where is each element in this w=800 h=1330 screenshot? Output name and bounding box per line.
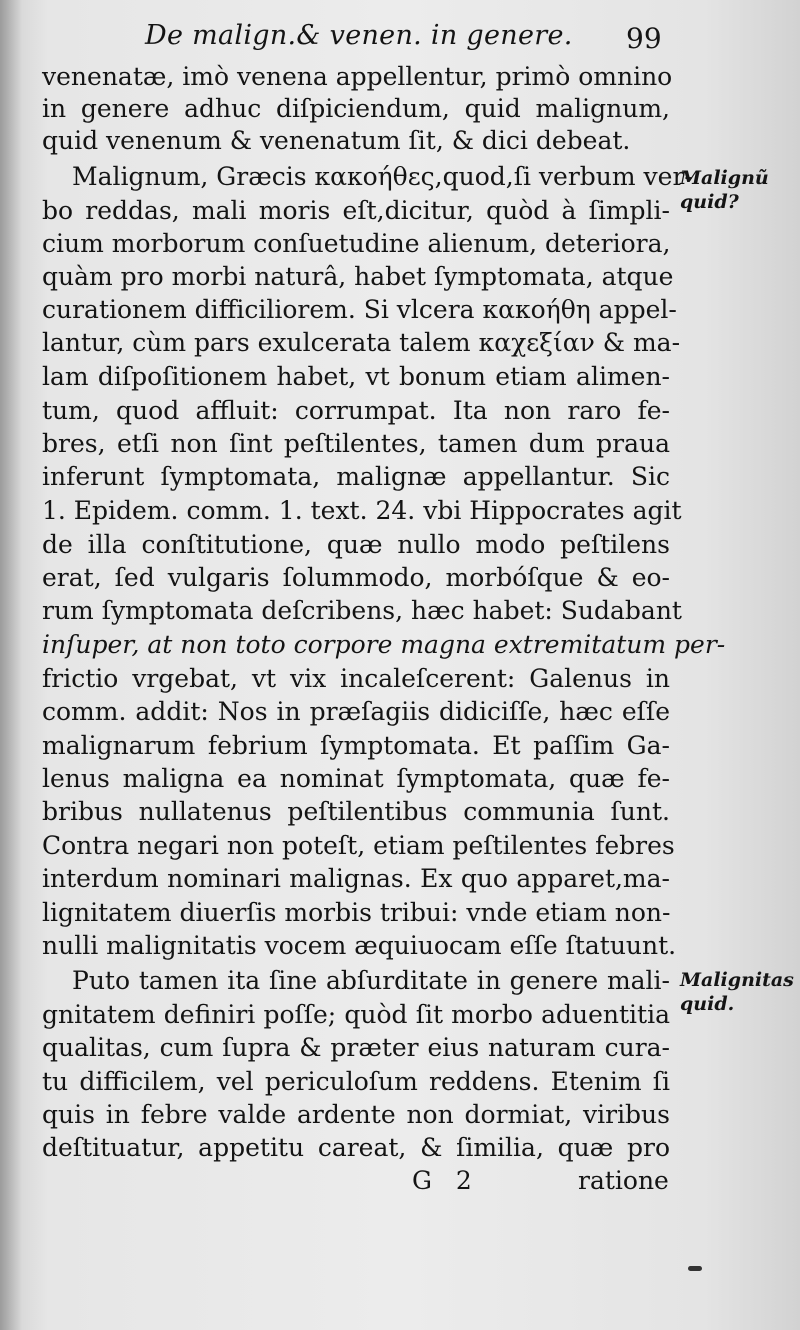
binding-shadow: [0, 0, 22, 1330]
text-line: nulli malignitatis vocem æquiuocam eſſe ſtatuunt.: [42, 931, 677, 960]
page-number: 99: [626, 22, 662, 55]
text-line: erat, ſed vulgaris ſolummodo, morbóſque & eo-: [42, 563, 670, 592]
text-line: Contra negari non poteſt, etiam peſtilentes febres: [42, 831, 675, 860]
text-line: lantur, cùm pars exulcerata talem καχεξίαν & ma-: [42, 328, 681, 357]
text-line: comm. addit: Nos in præſagiis didiciſſe, hæc eſſe: [42, 697, 670, 726]
text-line: quis in febre valde ardente non dormiat, viribus: [42, 1100, 670, 1129]
margin-note: Malignitas quid.: [680, 969, 794, 1015]
text-line: inferunt ſymptomata, malignæ appellantur. Sic: [42, 462, 670, 491]
text-line: in genere adhuc diſpiciendum, quid malignum,: [42, 94, 670, 123]
text-line: de illa conſtitutione, quæ nullo modo peſtilens: [42, 530, 670, 559]
text-line: tum, quod affluit: corrumpat. Ita non raro fe-: [42, 396, 670, 425]
text-line: lenus maligna ea nominat ſymptomata, quæ fe-: [42, 764, 670, 793]
text-line: venenatæ, imò venena appellentur, primò omnino: [42, 62, 673, 91]
text-line: rum ſymptomata deſcribens, hæc habet: Sudabant: [42, 596, 682, 625]
text-line: quàm pro morbi naturâ, habet ſymptomata, atque: [42, 262, 674, 291]
text-line: inſuper, at non toto corpore magna extremitatum per-: [42, 630, 726, 659]
text-line: Malignum, Græcis κακοήθες,quod,ſi verbum ver-: [72, 162, 693, 191]
text-line: lignitatem diuerſis morbis tribui: vnde etiam non-: [42, 898, 671, 927]
text-line: cium morborum conſuetudine alienum, deteriora,: [42, 229, 671, 258]
margin-note: Malignũ quid?: [680, 167, 769, 213]
text-line: bribus nullatenus peſtilentibus communia ſunt.: [42, 797, 670, 826]
text-line: qualitas, cum ſupra & præter eius naturam cura-: [42, 1033, 670, 1062]
catchword: ratione: [578, 1166, 669, 1195]
text-line: 1. Epidem. comm. 1. text. 24. vbi Hippocrates agit: [42, 496, 682, 525]
text-line: bres, etſi non ſint peſtilentes, tamen dum praua: [42, 429, 670, 458]
text-line: frictio vrgebat, vt vix incaleſcerent: Galenus in: [42, 664, 670, 693]
text-line: quid venenum & venenatum ſit, & dici debeat.: [42, 126, 631, 155]
text-line: bo reddas, mali moris eſt,dicitur, quòd à ſimpli-: [42, 196, 670, 225]
text-line: tu difficilem, vel periculoſum reddens. Etenim ſi: [42, 1067, 670, 1096]
text-line: lam diſpoſitionem habet, vt bonum etiam alimen-: [42, 362, 670, 391]
ink-speck: [688, 1266, 702, 1271]
text-line: Puto tamen ita ſine abſurditate in genere mali-: [72, 966, 670, 995]
text-line: curationem difficiliorem. Si vlcera κακοήθη appel-: [42, 295, 677, 324]
text-line: gnitatem definiri poſſe; quòd ſit morbo aduentitia: [42, 1000, 670, 1029]
signature-mark: G 2: [412, 1166, 480, 1195]
text-line: interdum nominari malignas. Ex quo apparet,ma-: [42, 864, 670, 893]
text-line: deſtituatur, appetitu careat, & ſimilia, quæ pro: [42, 1133, 670, 1162]
running-title: De malign.& venen. in genere.: [145, 20, 573, 51]
text-line: malignarum febrium ſymptomata. Et paſſim Ga-: [42, 731, 670, 760]
